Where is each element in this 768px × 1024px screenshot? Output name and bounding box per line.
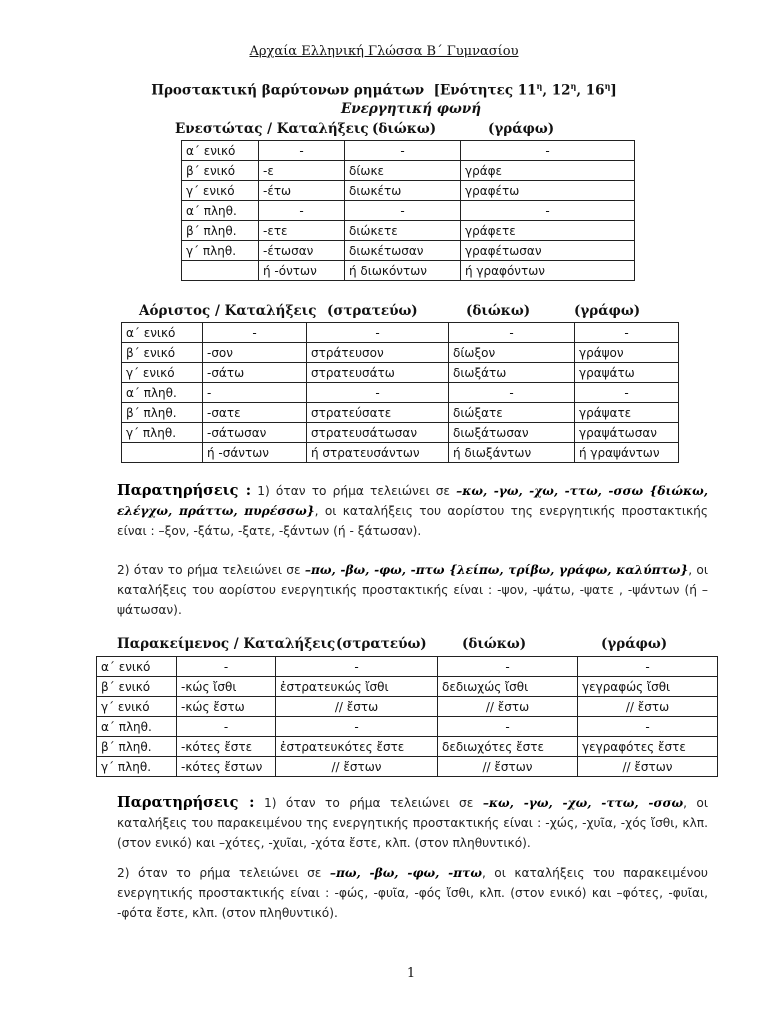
notes-lead: Παρατηρήσεις : — [117, 482, 252, 499]
table-cell: β΄ ενικό — [122, 343, 203, 363]
table-cell: ή στρατευσάντων — [307, 443, 449, 463]
table-cell: -κότες ἔστε — [177, 737, 276, 757]
table-row — [97, 697, 718, 717]
document-title: Αρχαία Ελληνική Γλώσσα Β΄ Γυμνασίου — [249, 44, 519, 59]
note-emphasis: –πω, -βω, -φω, -πτω {λείπω, τρίβω, γράφω, καλύπτω} — [304, 563, 689, 577]
aorist-verb-2: (διώκω) — [466, 303, 531, 319]
table-cell: - — [345, 141, 461, 161]
table-cell: -κότες ἔστων — [177, 757, 276, 777]
table-cell: - — [177, 717, 276, 737]
note-text: , οι καταλήξεις του παρακειμένου της ενεργητικής προστακτικής είναι : -χώς, -χυῖα, -χός ἴσθι, κλπ. (στον ενικό) και –χότες, -χυῖαι, -χότα ἔστε, κλπ. (στον πληθυντικό). — [117, 796, 708, 850]
table-cell: ἐστρατευκώς ἴσθι — [276, 677, 438, 697]
table-cell: - — [203, 383, 307, 403]
table-row — [97, 677, 718, 697]
table-cell: // ἔστων — [438, 757, 578, 777]
table-cell: γ΄ ενικό — [122, 363, 203, 383]
table-cell: διώκετε — [345, 221, 461, 241]
perfect-verb-2: (διώκω) — [462, 636, 527, 652]
table-cell: στρατευσάτωσαν — [307, 423, 449, 443]
voice-label: Ενεργητική φωνή — [340, 101, 482, 117]
table-cell: - — [461, 201, 635, 221]
table-cell: διωκέτω — [345, 181, 461, 201]
present-table — [181, 140, 635, 281]
note-text: , οι καταλήξεις του αορίστου ενεργητικής προστακτικής είναι : -ψον, -ψάτω, -ψατε , -ψάντων (ή –ψάτωσαν). — [117, 563, 708, 617]
table-cell: -σάτωσαν — [203, 423, 307, 443]
table-row — [122, 383, 679, 403]
table-cell: γ΄ πληθ. — [122, 423, 203, 443]
table-cell: ή διωξάντων — [449, 443, 575, 463]
table-cell: -έτωσαν — [259, 241, 345, 261]
page-number: 1 — [406, 966, 416, 981]
note-emphasis: –πω, -βω, -φω, -πτω — [329, 866, 482, 880]
table-cell: δίωξον — [449, 343, 575, 363]
notes-lead: Παρατηρήσεις : — [117, 794, 255, 811]
subtitle-main: Προστακτική βαρύτονων ρημάτων — [151, 82, 425, 99]
aorist-verb-3: (γράφω) — [574, 303, 641, 319]
table-cell: - — [461, 141, 635, 161]
perfect-verb-1: (στρατεύω) — [336, 636, 427, 652]
table-cell: - — [438, 717, 578, 737]
table-cell: γεγραφότες ἔστε — [578, 737, 718, 757]
table-cell: β΄ ενικό — [182, 161, 259, 181]
perfect-verb-3: (γράφω) — [601, 636, 668, 652]
perfect-note-1 — [117, 793, 708, 853]
table-cell: διώξατε — [449, 403, 575, 423]
perfect-heading: Παρακείμενος / Καταλήξεις — [117, 636, 336, 652]
table-cell: β΄ πληθ. — [122, 403, 203, 423]
table-cell: ή -σάντων — [203, 443, 307, 463]
table-cell: γράφετε — [461, 221, 635, 241]
table-row — [97, 717, 718, 737]
table-cell: -κώς ἴσθι — [177, 677, 276, 697]
table-cell: - — [438, 657, 578, 677]
table-cell: -κώς ἔστω — [177, 697, 276, 717]
unit-sup-2: η — [570, 81, 577, 91]
table-row — [182, 241, 635, 261]
table-row — [182, 221, 635, 241]
table-cell: ή -όντων — [259, 261, 345, 281]
table-cell: στρατευσάτω — [307, 363, 449, 383]
table-cell: β΄ πληθ. — [182, 221, 259, 241]
table-cell: διωξάτω — [449, 363, 575, 383]
table-cell: - — [578, 657, 718, 677]
subtitle-unit-2: , 12 — [542, 82, 571, 99]
table-cell: ή γραψάντων — [575, 443, 679, 463]
note-emphasis: –κω, -γω, -χω, -ττω, -σσω {διώκω, ελέγχω, πράττω, πυρέσσω} — [117, 484, 708, 518]
table-cell: - — [307, 383, 449, 403]
aorist-verb-1: (στρατεύω) — [327, 303, 418, 319]
table-cell: α΄ ενικό — [122, 323, 203, 343]
table-cell: διωξάτωσαν — [449, 423, 575, 443]
table-cell: -ετε — [259, 221, 345, 241]
subtitle-close: ] — [610, 82, 617, 99]
table-cell: στράτευσον — [307, 343, 449, 363]
table-cell: // ἔστω — [438, 697, 578, 717]
note-text: , οι καταλήξεις του αορίστου της ενεργητικής προστακτικής είναι : –ξον, -ξάτω, -ξατε, -ξάντων (ή - ξάτωσαν). — [117, 504, 709, 538]
note-text: 2) όταν το ρήμα τελειώνει σε — [117, 866, 330, 880]
table-cell: - — [449, 383, 575, 403]
table-row — [122, 443, 679, 463]
table-cell: δεδιωχότες ἔστε — [438, 737, 578, 757]
table-cell: δίωκε — [345, 161, 461, 181]
table-row — [182, 141, 635, 161]
table-cell: γράψατε — [575, 403, 679, 423]
aorist-heading: Αόριστος / Καταλήξεις — [139, 303, 317, 319]
table-cell: - — [203, 323, 307, 343]
table-cell — [122, 443, 203, 463]
table-cell: - — [276, 717, 438, 737]
table-cell: - — [578, 717, 718, 737]
table-cell: β΄ ενικό — [97, 677, 177, 697]
table-cell: ἐστρατευκότες ἔστε — [276, 737, 438, 757]
table-row — [122, 343, 679, 363]
table-cell: γ΄ ενικό — [182, 181, 259, 201]
table-cell: γ΄ πληθ. — [97, 757, 177, 777]
table-cell: γραφέτωσαν — [461, 241, 635, 261]
present-verb-1: (διώκω) — [372, 121, 437, 137]
present-verb-2: (γράφω) — [488, 121, 555, 137]
table-cell: γεγραφώς ἴσθι — [578, 677, 718, 697]
table-cell: - — [345, 201, 461, 221]
present-heading — [175, 121, 369, 137]
note-text: , οι καταλήξεις του παρακειμένου ενεργητικής προστακτικής είναι : -φώς, -φυῖα, -φός ἴσθι, κλπ. (στον ενικό) και –φότες, -φυῖαι, -φότα ἔστε, κλπ. (στον πληθυντικό). — [117, 866, 708, 920]
present-heading-text: Ενεστώτας / Καταλήξεις — [175, 121, 369, 137]
table-cell — [182, 261, 259, 281]
perfect-note-2 — [117, 863, 708, 923]
table-row — [182, 161, 635, 181]
aorist-note-1 — [117, 481, 708, 541]
table-cell: -ε — [259, 161, 345, 181]
table-cell: γράφε — [461, 161, 635, 181]
table-cell: -έτω — [259, 181, 345, 201]
subtitle — [0, 81, 768, 99]
table-cell: -σον — [203, 343, 307, 363]
table-row — [97, 737, 718, 757]
table-cell: στρατεύσατε — [307, 403, 449, 423]
table-cell: - — [259, 201, 345, 221]
table-row — [122, 403, 679, 423]
subtitle-unit-3: , 16 — [576, 82, 605, 99]
table-row — [182, 261, 635, 281]
table-row — [97, 757, 718, 777]
table-cell: δεδιωχώς ἴσθι — [438, 677, 578, 697]
table-cell: α΄ πληθ. — [182, 201, 259, 221]
table-cell: // ἔστω — [578, 697, 718, 717]
table-cell: // ἔστων — [578, 757, 718, 777]
table-cell: γράψον — [575, 343, 679, 363]
note-text: 1) όταν το ρήμα τελειώνει σε — [251, 484, 457, 498]
table-cell: - — [259, 141, 345, 161]
table-cell: - — [307, 323, 449, 343]
table-cell: - — [575, 323, 679, 343]
note-text: 2) όταν το ρήμα τελειώνει σε — [117, 563, 305, 577]
note-emphasis: –κω, -γω, -χω, -ττω, -σσω — [482, 796, 684, 810]
table-cell: διωκέτωσαν — [345, 241, 461, 261]
table-cell: β΄ πληθ. — [97, 737, 177, 757]
table-cell: γραφέτω — [461, 181, 635, 201]
table-cell: γ΄ πληθ. — [182, 241, 259, 261]
table-cell: -σατε — [203, 403, 307, 423]
unit-sup-1: η — [536, 81, 543, 91]
table-row — [182, 201, 635, 221]
table-cell: ή γραφόντων — [461, 261, 635, 281]
table-row — [122, 423, 679, 443]
table-cell: γ΄ ενικό — [97, 697, 177, 717]
table-cell: - — [575, 383, 679, 403]
table-cell: γραψάτω — [575, 363, 679, 383]
table-cell: α΄ πληθ. — [97, 717, 177, 737]
aorist-note-2 — [117, 560, 708, 620]
table-cell: // ἔστω — [276, 697, 438, 717]
subtitle-units: [Ενότητες 11 — [433, 82, 537, 99]
note-text: 1) όταν το ρήμα τελειώνει σε — [254, 796, 483, 810]
table-cell: - — [449, 323, 575, 343]
aorist-table — [121, 322, 679, 463]
table-cell: ή διωκόντων — [345, 261, 461, 281]
table-cell: -σάτω — [203, 363, 307, 383]
table-cell: α΄ ενικό — [182, 141, 259, 161]
perfect-table — [96, 656, 718, 777]
table-cell: γραψάτωσαν — [575, 423, 679, 443]
table-cell: // ἔστων — [276, 757, 438, 777]
table-cell: α΄ ενικό — [97, 657, 177, 677]
table-row — [122, 363, 679, 383]
unit-sup-3: η — [604, 81, 611, 91]
table-cell: - — [177, 657, 276, 677]
table-row — [182, 181, 635, 201]
table-row — [122, 323, 679, 343]
table-cell: α΄ πληθ. — [122, 383, 203, 403]
table-row — [97, 657, 718, 677]
table-cell: - — [276, 657, 438, 677]
